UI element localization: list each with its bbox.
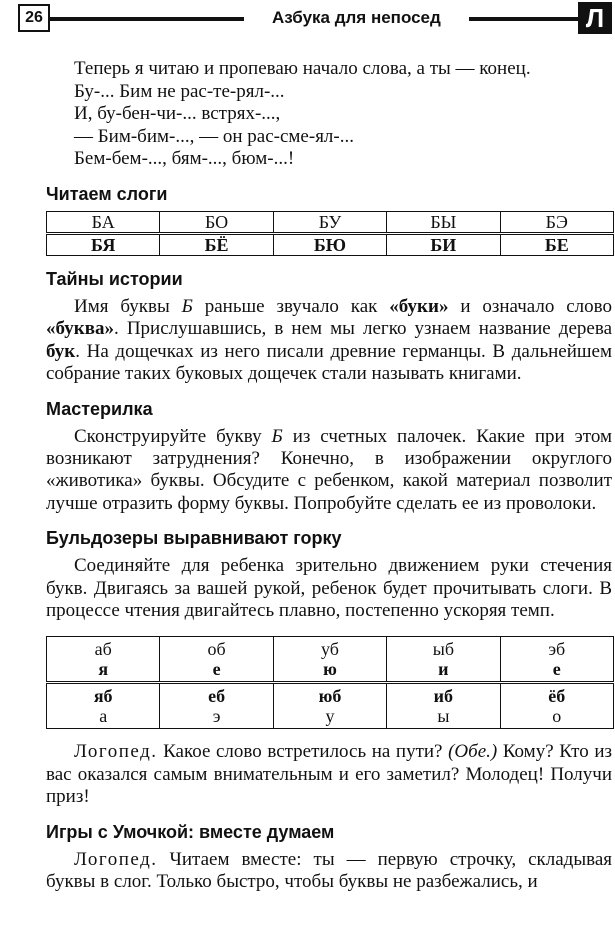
syllable: яб (93, 686, 113, 707)
section-heading-read-syllables: Читаем слоги (46, 183, 168, 204)
syllable: ёб (548, 686, 566, 707)
syllable-letter: ю (323, 659, 337, 680)
running-title: Азбука для непосед (244, 5, 469, 31)
table-cell (273, 637, 386, 683)
table-cell (387, 683, 500, 729)
syllable-letter: и (438, 659, 449, 680)
syllable-letter: е (552, 659, 561, 680)
syllable-letter: я (98, 659, 109, 680)
text-run: Кому? Кто из вас оказался самым внимательным и его заметил? Молодец! Получи приз! (46, 741, 612, 808)
poem-block (46, 58, 612, 171)
poem-line: — Бим-бим-..., — он рас-сме-ял-... (74, 125, 354, 147)
syllable: еб (208, 686, 226, 707)
table-cell (387, 637, 500, 683)
text-run: . На дощечках из него писали древние германцы. В дальнейшем собрание таких буковых дощечек стали называть книгами. (46, 340, 612, 385)
poem-line: И, бу-бен-чи-... встрях-..., (74, 103, 281, 125)
section-heading-games: Игры с Умочкой: вместе думаем (46, 821, 335, 842)
syllable-letter: е (212, 659, 221, 680)
table-row (47, 637, 614, 683)
text-run: Какое слово встретилось на пути? (157, 741, 449, 763)
bulldozers-paragraph: Соединяйте для ребенка зрительно движением руки стечения букв. Двигаясь за вашей рукой, ребенок будет прочитывать слоги. В процессе чтения двигайтесь плавно, постепенно ускоряя темп. (46, 555, 612, 622)
table-cell: БИ (387, 233, 500, 255)
table-cell: БЮ (273, 233, 386, 255)
answer-italic: (Обе.) (448, 741, 498, 763)
craft-paragraph (46, 426, 612, 516)
syllable-letter: а (99, 706, 108, 727)
section-heading-bulldozers: Бульдозеры выравнивают горку (46, 528, 342, 549)
syllable: иб (433, 686, 454, 707)
syllable-table-2 (46, 636, 614, 729)
table-cell: БА (47, 211, 160, 233)
table-cell (273, 683, 386, 729)
term-buki: «буки» (389, 295, 449, 317)
text-run: Читаем вместе: ты — первую строчку, складывая буквы в слог. Только быстро, чтобы буквы не разбежались, и (46, 848, 612, 893)
chapter-letter-tab: Л (578, 2, 612, 34)
syllable: ыб (432, 639, 454, 660)
table-cell: БЭ (500, 211, 613, 233)
text-run: Имя буквы (74, 295, 182, 317)
syllable: эб (548, 639, 566, 660)
table-row (47, 683, 614, 729)
term-bukva: «буква» (46, 318, 114, 340)
syllable: уб (321, 639, 339, 660)
page-content (46, 58, 612, 893)
games-paragraph (46, 849, 612, 894)
syllable-letter: ы (437, 706, 450, 727)
section-heading-history: Тайны истории (46, 268, 183, 289)
page-number: 26 (18, 4, 50, 32)
speaker-label: Логопед. (74, 848, 158, 870)
text-run: Сконструируйте букву (74, 425, 272, 447)
syllable-letter: о (552, 706, 562, 727)
section-heading-craft: Мастерилка (46, 398, 153, 419)
table-cell (47, 637, 160, 683)
table-cell: БО (160, 211, 273, 233)
logoped-question-paragraph (46, 741, 612, 808)
table-cell: БЕ (500, 233, 613, 255)
syllable: юб (318, 686, 342, 707)
table-cell: БУ (273, 211, 386, 233)
letter-b-italic: Б (271, 425, 283, 447)
poem-line: Теперь я читаю и пропеваю начало слова, а ты — конец. (74, 58, 531, 79)
table-cell (500, 637, 613, 683)
syllable-letter: э (212, 706, 221, 727)
table-cell: БЁ (160, 233, 273, 255)
history-paragraph (46, 296, 612, 386)
table-row (47, 233, 614, 255)
text-run: . Прислушавшись, в нем мы легко узнаем название дерева (113, 318, 612, 340)
text-run: раньше звучало как (192, 295, 390, 317)
table-cell (500, 683, 613, 729)
poem-line: Бу-... Бим не рас-те-рял-... (74, 80, 285, 102)
text-run: и означало слово (448, 295, 612, 317)
term-buk: бук (46, 340, 76, 362)
poem-line: Бем-бем-..., бям-..., бюм-...! (74, 148, 295, 170)
table-cell (47, 683, 160, 729)
table-cell: БЯ (47, 233, 160, 255)
syllable-letter: у (325, 706, 335, 727)
table-row (47, 211, 614, 233)
table-cell (160, 637, 273, 683)
text-run: из счетных палочек. Какие при этом возникают затруднения? Конечно, в изображении округлого «животика» буквы. Обсудите с ребенком, какой материал позволит лучше отразить форму буквы. Попробуйте сделать ее из проволоки. (46, 425, 612, 514)
syllable-table-1 (46, 211, 614, 256)
speaker-label: Логопед. (74, 741, 158, 763)
table-cell (160, 683, 273, 729)
table-cell: БЫ (387, 211, 500, 233)
page-header (18, 4, 612, 32)
syllable: об (207, 639, 226, 660)
syllable: аб (94, 639, 112, 660)
letter-b-italic: Б (181, 295, 193, 317)
